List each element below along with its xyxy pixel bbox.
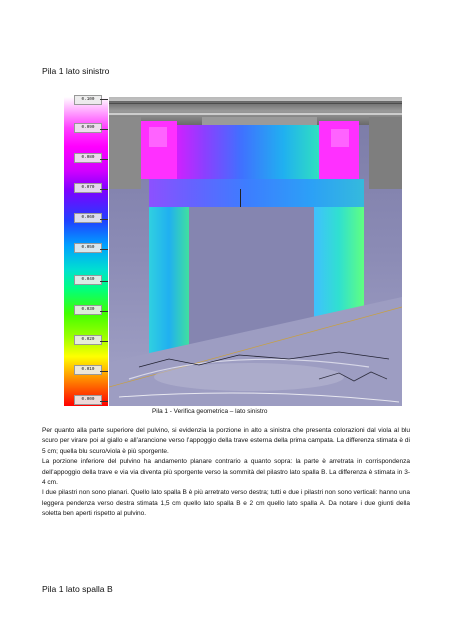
point-cloud-render [109,97,402,406]
legend-label: 0.050 [74,243,102,253]
color-scale-legend [64,97,108,406]
legend-tick [100,159,108,160]
legend-label: 0.100 [74,95,102,105]
legend-label: 0.080 [74,153,102,163]
legend-label: 0.000 [74,395,102,405]
paragraph: La porzione inferiore del pulvino ha andamento planare contrario a quanto sopra: la parte è arretrata in corrispondenza dell’appoggio della trave e via via diventa più sporgente verso la sommità del pilastro lato spalla B. La differenza è stimata in 3-4 cm. [42,458,410,487]
legend-label: 0.020 [74,335,102,345]
legend-tick [100,219,108,220]
legend-label: 0.070 [74,183,102,193]
legend-label: 0.030 [74,305,102,315]
legend-label: 0.040 [74,275,102,285]
legend-tick [100,371,108,372]
section-heading: Pila 1 lato spalla B [42,584,113,594]
legend-tick [100,249,108,250]
legend-label: 0.090 [74,123,102,133]
legend-tick [100,401,108,402]
paragraph: I due pilastri non sono planari. Quello lato spalla B è più arretrato verso destra; tutti e due i pilastri non sono verticali: hanno una leggera pendenza verso destra stimata 1,5 cm quello lato spalla B e 2 cm quello lato spalla A. Da notare i due giunti della soletta ben aperti rispetto al pulvino. [42,489,410,518]
figure-caption: Pila 1 - Verifica geometrica – lato sinistro [152,408,268,415]
legend-tick [100,99,108,100]
legend-tick [100,129,108,130]
legend-label: 0.010 [74,365,102,375]
body-text [42,426,410,520]
legend-tick [100,341,108,342]
legend-tick [100,189,108,190]
paragraph: Per quanto alla parte superiore del pulvino, si evidenzia la porzione in alto a sinistra che presenta colorazioni dal viola al blu scuro per virare poi al giallo e all’arancione verso l’appoggio della trave esterna della prima campata. La differenza stimata è di 5 cm; quella blu scuro/viola è più sporgente. [42,427,410,455]
section-heading: Pila 1 lato sinistro [42,66,110,76]
legend-tick [100,311,108,312]
legend-label: 0.060 [74,213,102,223]
point-cloud-deviation-map [109,97,402,406]
legend-tick [100,281,108,282]
